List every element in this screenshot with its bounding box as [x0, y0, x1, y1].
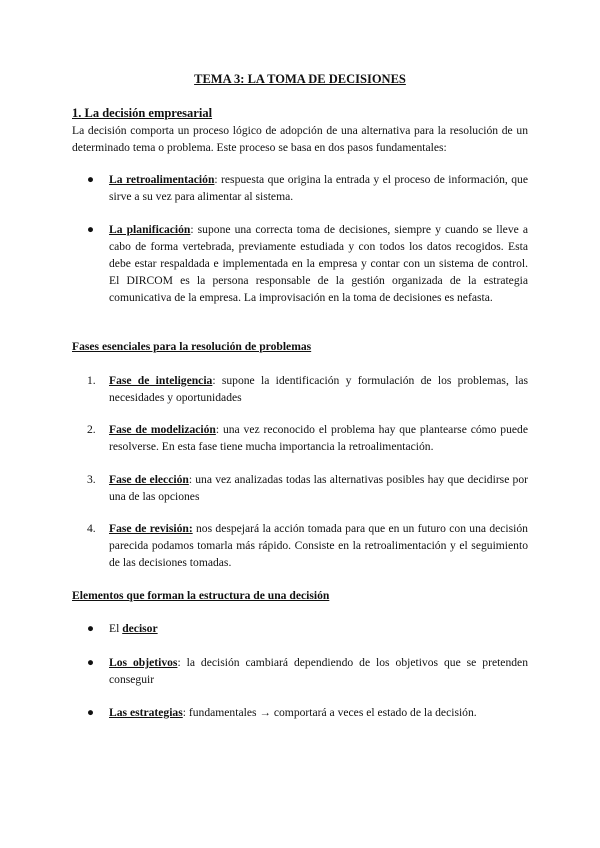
numbered-list — [72, 372, 528, 406]
item-number: 4. — [87, 522, 96, 535]
item-text: : fundamentales → comportará a veces el estado de la decisión. — [182, 706, 477, 719]
bullet-icon: ● — [87, 656, 95, 669]
item-text: : respuesta que origina la entrada y el proceso de información, que sirve a su vez para alimentar al sistema. — [109, 173, 528, 203]
list-item — [72, 654, 528, 688]
list-item — [72, 421, 528, 455]
bullet-icon: ● — [87, 706, 95, 719]
numbered-list — [72, 520, 528, 571]
bullet-list — [72, 221, 528, 306]
numbered-list — [72, 421, 528, 455]
page-title: TEMA 3: LA TOMA DE DECISIONES — [194, 72, 406, 86]
term: Fase de revisión: — [109, 522, 193, 535]
section-decision-empresarial — [72, 105, 528, 156]
section-heading: Elementos que forman la estructura de una decisión — [72, 589, 330, 602]
term: Fase de elección — [109, 473, 189, 486]
item-number: 2. — [87, 423, 96, 436]
numbered-list — [72, 471, 528, 505]
term: Fase de inteligencia — [109, 374, 213, 387]
bullet-icon: ● — [87, 223, 95, 236]
bullet-icon: ● — [87, 173, 95, 186]
term: Fase de modelización — [109, 423, 216, 436]
bullet-icon: ● — [87, 622, 95, 635]
bullet-list — [72, 620, 528, 637]
item-prefix: El — [109, 622, 123, 635]
section-elementos — [72, 587, 528, 604]
list-item — [72, 704, 528, 721]
item-text: nos despejará la acción tomada para que en un futuro con una decisión parecida podamos tomarla más rápido. Consiste en la retroalimentación y el seguimiento de las decisiones tomadas. — [109, 522, 528, 569]
item-text: : una vez reconocido el problema hay que plantearse cómo puede resolverse. En esta fase tiene mucha importancia la retroalimentación. — [109, 423, 528, 453]
section-heading: Fases esenciales para la resolución de problemas — [72, 340, 312, 353]
list-item — [72, 520, 528, 571]
bullet-list — [72, 171, 528, 205]
section-heading: 1. La decisión empresarial — [72, 106, 213, 120]
term: Los objetivos — [109, 656, 178, 669]
list-item — [72, 372, 528, 406]
term: decisor — [122, 622, 158, 635]
item-number: 1. — [87, 374, 96, 387]
list-item — [72, 171, 528, 205]
bullet-list — [72, 654, 528, 688]
term: La retroalimentación — [109, 173, 215, 186]
item-number: 3. — [87, 473, 96, 486]
list-item — [72, 620, 528, 637]
intro-paragraph: La decisión comporta un proceso lógico de adopción de una alternativa para la resolución de un determinado tema o problema. Este proceso se basa en dos pasos fundamentales: — [72, 124, 528, 154]
item-text: : supone una correcta toma de decisiones, siempre y cuando se lleve a cabo de forma vertebrada, previamente estudiada y con todos los datos recogidos. Esta debe estar respaldada e implementada en la empresa y contar con un sistema de control. El DIRCOM es la persona responsable de la gestión organizada de la estrategia comunicativa de la empresa. La improvisación en la toma de decisiones es nefasta. — [109, 223, 528, 304]
term: Las estrategias — [109, 706, 183, 719]
list-item — [72, 471, 528, 505]
bullet-list — [72, 704, 528, 721]
item-text: : una vez analizadas todas las alternativas posibles hay que decidirse por una de las opciones — [109, 473, 529, 503]
section-fases — [72, 338, 528, 355]
list-item — [72, 221, 528, 306]
item-text: : la decisión cambiará dependiendo de los objetivos que se pretenden conseguir — [109, 656, 528, 686]
item-text: : supone la identificación y formulación de los problemas, las necesidades y oportunidades — [109, 374, 528, 404]
term: La planificación — [109, 223, 191, 236]
